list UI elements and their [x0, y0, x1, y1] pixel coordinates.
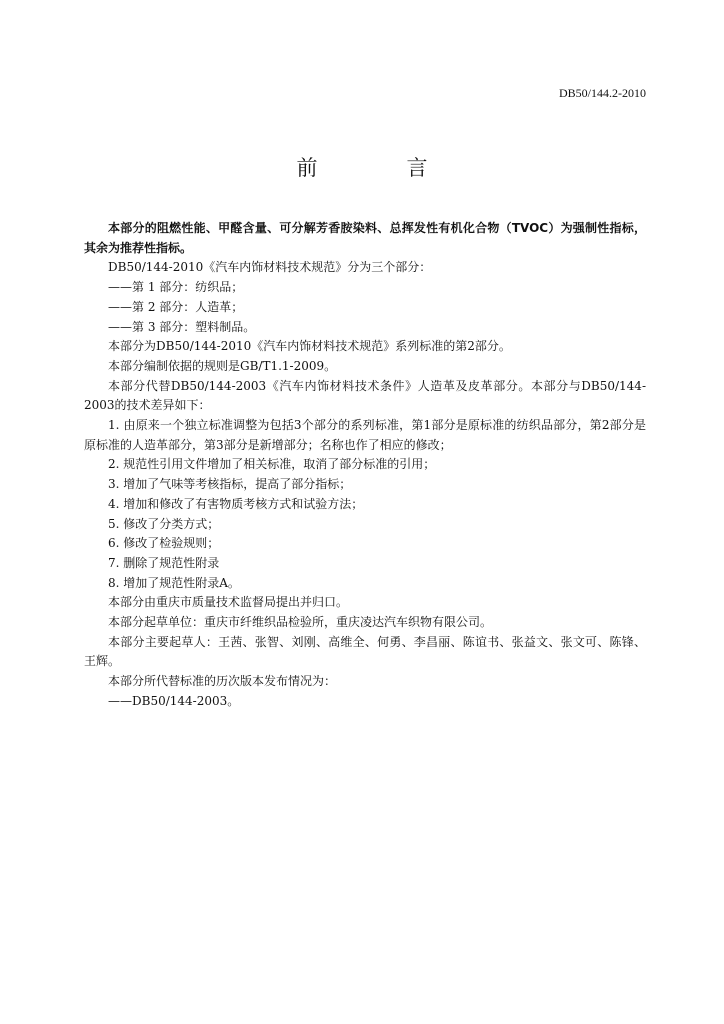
series-statement: 本部分为DB50/144-2010《汽车内饰材料技术规范》系列标准的第2部分。 [108, 339, 511, 354]
change-item-2: 2. 规范性引用文件增加了相关标准，取消了部分标准的引用； [108, 457, 436, 472]
drafting-rules: 本部分编制依据的规则是GB/T1.1-2009。 [108, 358, 337, 373]
history-intro: 本部分所代替标准的历次版本发布情况为： [108, 674, 337, 689]
document-id: DB50/144.2-2010 [559, 86, 646, 100]
change-item-7: 7. 删除了规范性附录 [108, 555, 220, 570]
standard-parts-intro: DB50/144-2010《汽车内饰材料技术规范》分为三个部分： [108, 260, 432, 275]
part-3-item: ——第 3 部分：塑料制品。 [108, 319, 256, 334]
change-item-5: 5. 修改了分类方式； [108, 516, 220, 531]
mandatory-indicator-note: 本部分的阻燃性能、甲醛含量、可分解芳香胺染料、总挥发性有机化合物（TVOC）为强制性指标，其余为推荐性指标。 [84, 221, 646, 255]
change-item-3: 3. 增加了气味等考核指标，提高了部分指标； [108, 477, 352, 492]
change-item-4: 4. 增加和修改了有害物质考核方式和试验方法； [108, 496, 364, 511]
history-item: ——DB50/144-2003。 [108, 693, 240, 708]
change-item-8: 8. 增加了规范性附录A。 [108, 575, 240, 590]
change-item-1: 1. 由原来一个独立标准调整为包括3个部分的系列标准，第1部分是原标准的纺织品部分，第2部分是原标准的人造革部分，第3部分是新增部分；名称也作了相应的修改； [84, 418, 646, 452]
proposer-statement: 本部分由重庆市质量技术监督局提出并归口。 [108, 595, 349, 610]
replacement-statement: 本部分代替DB50/144-2003《汽车内饰材料技术条件》人造革及皮革部分。本部分与DB50/144-2003的技术差异如下： [84, 378, 646, 413]
document-body [84, 219, 646, 712]
change-item-6: 6. 修改了检验规则； [108, 536, 220, 551]
drafting-units: 本部分起草单位：重庆市纤维织品检验所，重庆凌达汽车织物有限公司。 [108, 615, 493, 630]
part-1-item: ——第 1 部分：纺织品； [108, 280, 244, 295]
part-2-item: ——第 2 部分：人造革； [108, 299, 244, 314]
page-title: 前 言 [296, 156, 462, 180]
main-drafters: 本部分主要起草人：王茜、张智、刘刚、高维全、何勇、李昌丽、陈谊书、张益文、张文可、陈锋、王辉。 [84, 634, 646, 669]
